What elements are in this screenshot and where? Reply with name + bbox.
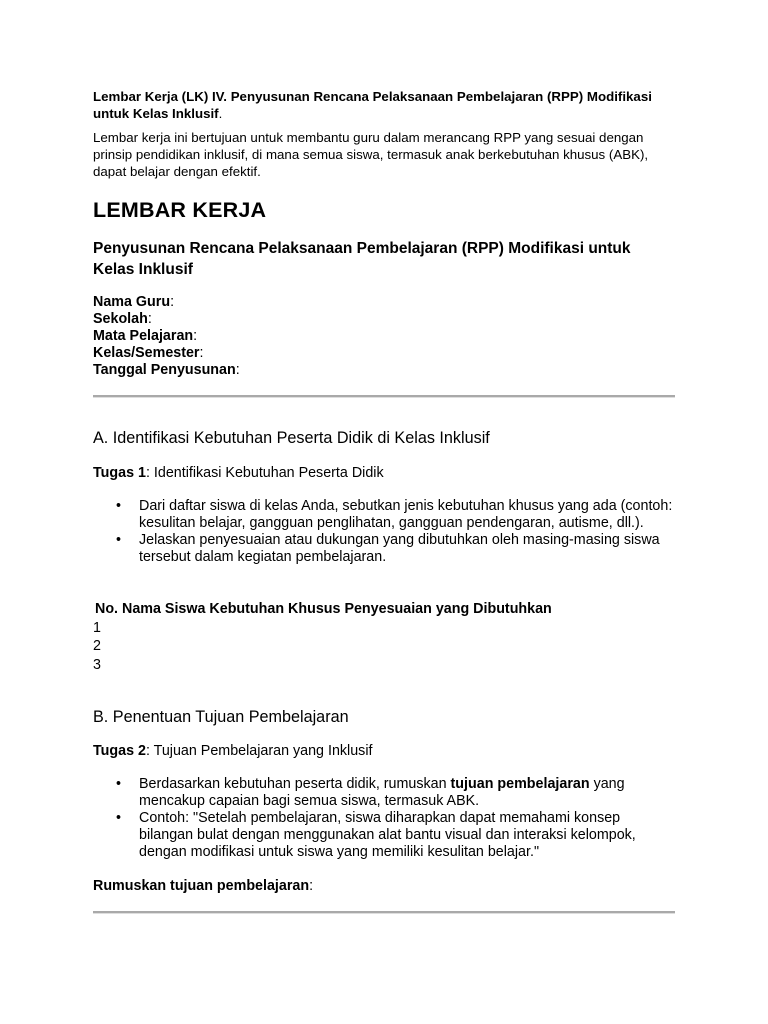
- worksheet-intro-title: [93, 88, 653, 122]
- list-item: [93, 810, 678, 861]
- list-item: [93, 776, 678, 810]
- info-field-teacher-name: [93, 294, 240, 311]
- task-2-title: [93, 742, 372, 760]
- info-label: Mata Pelajaran: [93, 328, 194, 344]
- table-row: 1: [93, 619, 101, 636]
- info-label: Sekolah: [93, 311, 148, 327]
- table-header: No. Nama Siswa Kebutuhan Khusus Penyesuaian yang Dibutuhkan: [95, 601, 552, 617]
- learning-objective-prompt: [93, 877, 313, 895]
- page-subtitle: Penyusunan Rencana Pelaksanaan Pembelajaran (RPP) Modifikasi untuk Kelas Inklusif: [93, 240, 631, 278]
- task-1-label: Tugas 1: [93, 465, 146, 481]
- task-1-name: : Identifikasi Kebutuhan Peserta Didik: [145, 465, 384, 481]
- learning-objective-label: Rumuskan tujuan pembelajaran: [93, 878, 310, 894]
- bullet-icon: •: [116, 810, 122, 826]
- info-separator: :: [199, 345, 204, 361]
- task-1-title: [93, 464, 384, 482]
- worksheet-intro-title-period: .: [218, 106, 223, 121]
- teacher-info-block: [93, 294, 240, 379]
- bullet-icon: •: [116, 498, 122, 514]
- info-label: Tanggal Penyusunan: [93, 362, 236, 378]
- info-label: Nama Guru: [93, 294, 171, 310]
- list-item-text-part: yang mencakup capaian bagi semua siswa, termasuk ABK.: [139, 776, 625, 809]
- list-item-text: Jelaskan penyesuaian atau dukungan yang dibutuhkan oleh masing-masing siswa tersebut dalam kegiatan pembelajaran.: [139, 532, 660, 565]
- info-separator: :: [235, 362, 240, 378]
- task-2-label: Tugas 2: [93, 743, 146, 759]
- section-a-heading: A. Identifikasi Kebutuhan Peserta Didik di Kelas Inklusif: [93, 429, 490, 447]
- bullet-icon: •: [116, 532, 122, 548]
- info-label: Kelas/Semester: [93, 345, 200, 361]
- bullet-icon: •: [116, 776, 122, 792]
- page-title: LEMBAR KERJA: [93, 198, 267, 222]
- list-item-text-part: Berdasarkan kebutuhan peserta didik, rumuskan: [139, 776, 451, 792]
- worksheet-intro-title-text: Lembar Kerja (LK) IV. Penyusunan Rencana Pelaksanaan Pembelajaran (RPP) Modifikasi untuk Kelas Inklusif: [93, 89, 652, 121]
- list-item-text: Dari daftar siswa di kelas Anda, sebutkan jenis kebutuhan khusus yang ada (contoh: kesulitan belajar, gangguan penglihatan, gangguan pendengaran, autisme, dll.).: [139, 498, 673, 531]
- info-field-date: [93, 362, 240, 379]
- task-1-bullet-list: [93, 498, 678, 566]
- horizontal-divider: [93, 395, 675, 398]
- section-b-heading: B. Penentuan Tujuan Pembelajaran: [93, 708, 349, 726]
- student-needs-table: [93, 600, 552, 675]
- list-item-text-emphasis: tujuan pembelajaran: [450, 776, 590, 792]
- list-item-text: Contoh: "Setelah pembelajaran, siswa diharapkan dapat memahami konsep bilangan bulat dengan menggunakan alat bantu visual dan interaksi kelompok, dengan modifikasi untuk siswa yang memiliki kesulitan belajar.": [139, 810, 636, 860]
- info-separator: :: [147, 311, 152, 327]
- learning-objective-separator: :: [309, 878, 314, 894]
- info-field-class-semester: [93, 345, 240, 362]
- info-field-school: [93, 311, 240, 328]
- info-separator: :: [193, 328, 198, 344]
- task-2-bullet-list: [93, 776, 678, 861]
- task-2-name: : Tujuan Pembelajaran yang Inklusif: [145, 743, 373, 759]
- table-row: 3: [93, 657, 101, 674]
- info-separator: :: [170, 294, 175, 310]
- table-row: 2: [93, 638, 101, 655]
- info-field-subject: [93, 328, 240, 345]
- list-item: [93, 498, 678, 532]
- list-item: [93, 532, 678, 566]
- horizontal-divider: [93, 911, 675, 914]
- worksheet-intro-paragraph: Lembar kerja ini bertujuan untuk membantu guru dalam merancang RPP yang sesuai dengan prinsip pendidikan inklusif, di mana semua siswa, termasuk anak berkebutuhan khusus (ABK), dapat belajar dengan efektif.: [93, 130, 649, 179]
